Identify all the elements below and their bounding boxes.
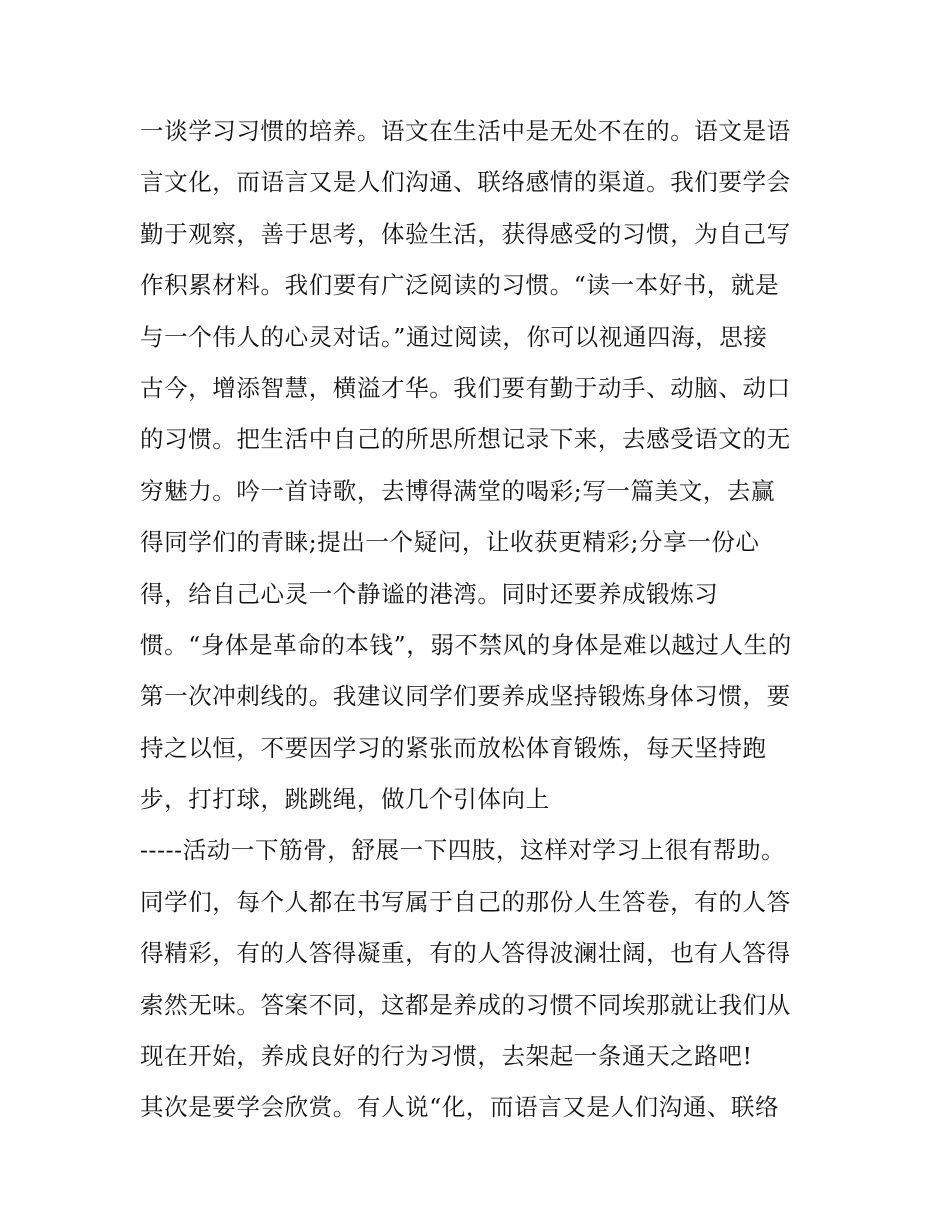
text-line: 言文化，而语言又是人们沟通、联络感情的渠道。我们要学会	[140, 168, 791, 197]
text-line: 持之以恒，不要因学习的紧张而放松体育锻炼，每天坚持跑	[140, 733, 767, 762]
text-line: 第一次冲刺线的。我建议同学们要养成坚持锻炼身体习惯，要	[140, 682, 791, 711]
text-line: 同学们，每个人都在书写属于自己的那份人生答卷，有的人答	[140, 887, 791, 916]
text-line: 勤于观察，善于思考，体验生活，获得感受的习惯，为自己写	[140, 219, 791, 248]
text-line: 与一个伟人的心灵对话。”通过阅读，你可以视通四海，思接	[140, 322, 768, 351]
text-line: 索然无味。答案不同，这都是养成的习惯不同埃那就让我们从	[140, 990, 791, 1019]
text-line: 惯。“身体是革命的本钱”，弱不禁风的身体是难以越过人生的	[140, 630, 792, 659]
text-line: -----活动一下筋骨，舒展一下四肢，这样对学习上很有帮助。	[140, 836, 786, 865]
text-line: 得精彩，有的人答得凝重，有的人答得波澜壮阔，也有人答得	[140, 939, 791, 968]
text-line: 古今，增添智慧，横溢才华。我们要有勤于动手、动脑、动口	[140, 373, 791, 402]
body-text	[140, 106, 820, 1134]
text-line: 作积累材料。我们要有广泛阅读的习惯。“读一本好书，就是	[140, 271, 780, 300]
text-line: 得同学们的青睐;提出一个疑问，让收获更精彩;分享一份心	[140, 528, 760, 557]
text-line: 得，给自己心灵一个静谧的港湾。同时还要养成锻炼习	[140, 579, 719, 608]
text-line: 现在开始，养成良好的行为习惯，去架起一条通天之路吧!	[140, 1042, 753, 1071]
text-line: 一谈学习习惯的培养。语文在生活中是无处不在的。语文是语	[140, 117, 791, 145]
text-line: 的习惯。把生活中自己的所思所想记录下来，去感受语文的无	[140, 425, 791, 454]
text-line: 穷魅力。吟一首诗歌，去博得满堂的喝彩;写一篇美文，去赢	[140, 476, 776, 505]
text-line: 其次是要学会欣赏。有人说“化，而语言又是人们沟通、联络	[140, 1093, 780, 1122]
text-line: 步，打打球，跳跳绳，做几个引体向上	[140, 785, 550, 814]
